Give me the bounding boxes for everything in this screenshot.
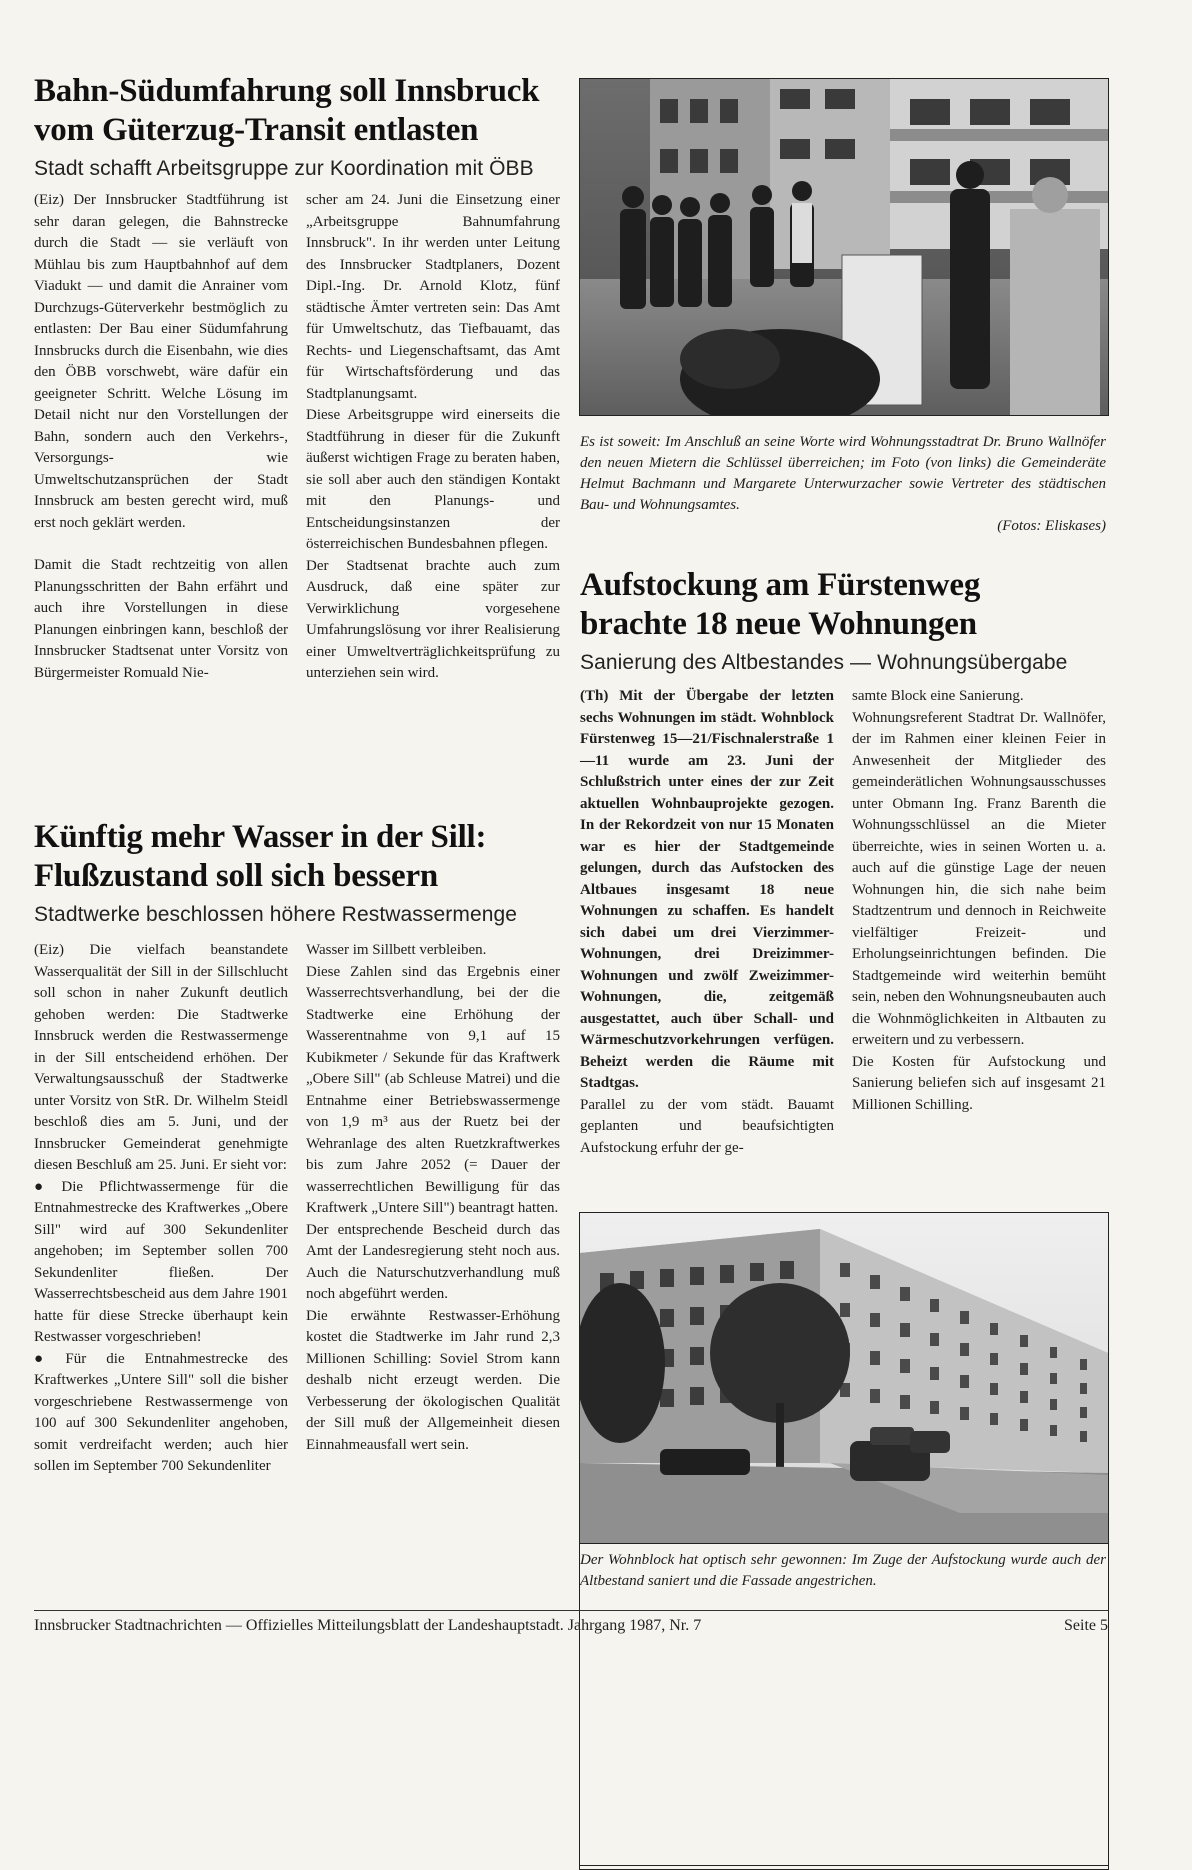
paragraph-lead: (Th) Mit der Übergabe der letzten sechs Wohnungen im städt. Wohnblock Fürstenweg 15—21/Fischnalerstraße 1—11 wurde am 23. Juni der Schlußstrich unter eines der zur Zeit aktuellen Wohnbauprojekte gezogen. In der Rekordzeit von nur 15 Monaten war es hier der Stadtgemeinde gelungen, durch das Aufstocken des Altbaues insgesamt 18 neue Wohnungen zu schaffen. Es handelt sich dabei um drei Vierzimmer-Wohnungen, drei Dreizimmer-Wohnungen und zwölf Zweizimmer-Wohnungen, die, zeitgemäß ausgestattet, auch über Schall- und Wärmeschutzvorkehrungen verfügen. Beheizt werden die Räume mit Stadtgas. (580, 688, 834, 1091)
photo-key-handover-caption (580, 432, 1106, 537)
headline-line-1: Bahn-Südumfahrung soll Innsbruck (34, 73, 540, 109)
headline (34, 818, 574, 896)
paragraph: Diese Zahlen sind das Ergebnis einer Wasserrechtsverhandlung, bei der die Stadtwerke eine Erhöhung der Wasserentnahme von 9,1 auf 15 Kubikmeter / Sekunde für das Kraftwerk „Obere Sill" (ab Schleuse Matrei) und die Entnahme einer Betriebswassermenge von 1,9 m³ aus der Ruetz bei der Wehranlage des alten Ruetzkraftwerkes bis zum Jahre 2052 (= Dauer der wasserrechtlichen Bewilligung für das Kraftwerk „Untere Sill") beantragt hatten. (306, 963, 560, 1216)
paragraph: samte Block eine Sanierung. (852, 688, 1024, 704)
paragraph: Parallel zu der vom städt. Bauamt geplanten und beaufsichtigten Aufstockung erfuhr der ge- (580, 1096, 834, 1156)
photo-apartment-block-caption: Der Wohnblock hat optisch sehr gewonnen: Im Zuge der Aufstockung wurde auch der Altbestand saniert und die Fassade angestrichen. (580, 1552, 1106, 1589)
photo-key-handover-image (580, 79, 1108, 415)
bullet-item (34, 1349, 288, 1478)
headline (34, 72, 574, 150)
headline-line-1: Aufstockung am Fürstenweg (580, 567, 981, 603)
headline-line-2: Flußzustand soll sich bessern (34, 858, 439, 894)
paragraph: scher am 24. Juni die Einsetzung einer „Arbeitsgruppe Bahnumfahrung Innsbruck". In ihr werden unter Leitung des Innsbrucker Stadtplaners, Dozent Dipl.-Ing. Dr. Arnold Klotz, fünf städtische Ämter vertreten sein: Das Amt für Umweltschutz, das Tiefbauamt, das Rechts- und Liegenschaftsamt, das Amt für Wirtschaftsförderung und das Stadtplanungsamt. (306, 192, 560, 402)
headline-line-2: vom Güterzug-Transit entlasten (34, 112, 479, 148)
bullet-icon: ● (34, 1350, 60, 1367)
subheadline: Stadt schafft Arbeitsgruppe zur Koordination mit ÖBB (34, 157, 534, 180)
article-aufstockung-fuerstenweg (580, 566, 1120, 676)
bullet-text: Die Pflichtwassermenge für die Entnahmestrecke des Kraftwerkes „Obere Sill" wird auf 300 Sekundenliter angehoben; im September sollen 700 Sekundenliter fließen. Der Wasserrechtsbescheid aus dem Jahre 1901 hatte für diese Strecke überhaupt kein Restwasser vorgeschrieben! (34, 1178, 288, 1345)
paragraph: Die Kosten für Aufstockung und Sanierung beliefen sich auf insgesamt 21 Millionen Schilling. (852, 1053, 1106, 1113)
article1-column-2 (306, 190, 560, 685)
page-number: Seite 5 (1064, 1617, 1108, 1634)
photo-credit: (Fotos: Eliskases) (997, 518, 1106, 534)
photo-key-handover (579, 78, 1109, 416)
bullet-item (34, 1177, 288, 1349)
paragraph: Wohnungsreferent Stadtrat Dr. Wallnöfer, der im Rahmen einer kleinen Feier in Anwesenheit der Mitglieder des gemeinderätlichen Wohnungsausschusses unter Obmann Ing. Franz Barenth die Wohnungsschlüssel an die Mieter überreichte, wies in seinen Worten u. a. auch auf die günstige Lage der neuen Wohnungen hin, die sich nahe beim Stadtzentrum und dennoch in Reichweite vielfältiger Freizeit- und Erholungseinrichtungen befinden. Die Stadtgemeinde wird weiterhin bemüht sein, neben den Wohnungsneubauten auch die Wohnmöglichkeiten in Altbauten zu erweitern und zu verbessern. (852, 709, 1106, 1048)
paragraph: Der entsprechende Bescheid durch das Amt der Landesregierung steht noch aus. Auch die Naturschutzverhandlung muß noch abgeführt werden. (306, 1221, 560, 1302)
headline-line-1: Künftig mehr Wasser in der Sill: (34, 819, 487, 855)
paragraph: Die erwähnte Restwasser-Erhöhung kostet die Stadtwerke im Jahr rund 2,3 Millionen Schilling: Soviel Strom kann deshalb nicht erzeugt werden. Die Verbesserung der ökologischen Qualität der Sill muß der Allgemeinheit diesen Einnahmeausfall wert sein. (306, 1307, 560, 1453)
caption-text: Es ist soweit: Im Anschluß an seine Worte wird Wohnungsstadtrat Dr. Bruno Wallnöfer den neuen Mietern die Schlüssel überreichen; im Foto (von links) die Gemeinderäte Helmut Bachmann und Margarete Unterwurzacher sowie Vertreter des städtischen Bau- und Wohnungsamtes. (580, 434, 1106, 513)
paragraph: Damit die Stadt rechtzeitig von allen Planungsschritten der Bahn erfährt und auch ihre Vorstellungen in diese Planungen einbringen kann, beschloß der Innsbrucker Stadtsenat unter Vorsitz von Bürgermeister Romuald Nie- (34, 557, 288, 681)
footer-rule (34, 1610, 1108, 1611)
photo-apartment-block-final (579, 1212, 1109, 1544)
article1-column-1 (34, 190, 288, 684)
bullet-text: Für die Entnahmestrecke des Kraftwerkes „Untere Sill" soll die bisher vorgeschriebene Restwassermenge von 100 auf 300 Sekundenliter angehoben, somit verdreifacht werden; auch hier sollen im September 700 Sekundenliter (34, 1350, 288, 1474)
article-wasser-sill (34, 818, 574, 928)
article2-column-1 (580, 686, 834, 1159)
article3-column-2 (306, 940, 560, 1456)
paragraph: Diese Arbeitsgruppe wird einerseits die Stadtführung in dieser für die Zukunft äußerst wichtigen Frage zu beraten haben, sie soll aber auch den ständigen Kontakt mit den Planungs- und Entscheidungsinstanzen der österreichischen Bundesbahnen pflegen. (306, 407, 560, 552)
paragraph: (Eiz) Die vielfach beanstandete Wasserqualität der Sill in der Sillschlucht soll schon in naher Zukunft deutlich gehoben werden: Die Stadtwerke Innsbruck werden die Restwassermenge in der Sill entscheidend erhöhen. Der Verwaltungsausschuß der Stadtwerke unter Vorsitz von StR. Dr. Wilhelm Steidl beschloß dies am 5. Juni, und der Innsbrucker Gemeinderat genehmigte diesen Beschluß am 25. Juni. Er sieht vor: (34, 942, 288, 1173)
paragraph: Wasser im Sillbett verbleiben. (306, 942, 487, 958)
article-bahn-suedumfahrung (34, 72, 574, 182)
apartment-block-image (580, 1213, 1108, 1543)
footer-masthead: Innsbrucker Stadtnachrichten — Offizielles Mitteilungsblatt der Landeshauptstadt. Jahrgang 1987, Nr. 7 (34, 1617, 702, 1634)
bullet-icon: ● (34, 1178, 56, 1195)
paragraph: Der Stadtsenat brachte auch zum Ausdruck, daß eine später zur Verwirklichung vorgesehene Umfahrungslösung vor ihrer Realisierung einer Umweltverträglichkeitsprüfung zu unterziehen sein wird. (306, 557, 560, 681)
article2-column-2 (852, 686, 1106, 1116)
subheadline: Sanierung des Altbestandes — Wohnungsübergabe (580, 651, 1068, 674)
headline (580, 566, 1120, 644)
article3-column-1 (34, 940, 288, 1478)
paragraph: (Eiz) Der Innsbrucker Stadtführung ist sehr daran gelegen, die Bahnstrecke durch die Stadt — sie verläuft von Mühlau bis zum Hauptbahnhof auf dem Viadukt — und damit die Anrainer vom Durchzugs-Güterverkehr bestmöglich zu entlasten: Der Bau einer Südumfahrung Innsbrucks durch die Eisenbahn, wie dies den ÖBB vorschwebt, wäre dafür ein geeigneter Schritt. Welche Lösung im Detail nicht nur den Vorstellungen der Bahn, sondern auch den Verkehrs-, Versorgungs- wie Umweltschutzansprüchen der Stadt Innsbruck am besten gerecht wird, muß erst noch geklärt werden. (34, 192, 288, 531)
headline-line-2: brachte 18 neue Wohnungen (580, 606, 977, 642)
subheadline: Stadtwerke beschlossen höhere Restwassermenge (34, 903, 518, 926)
